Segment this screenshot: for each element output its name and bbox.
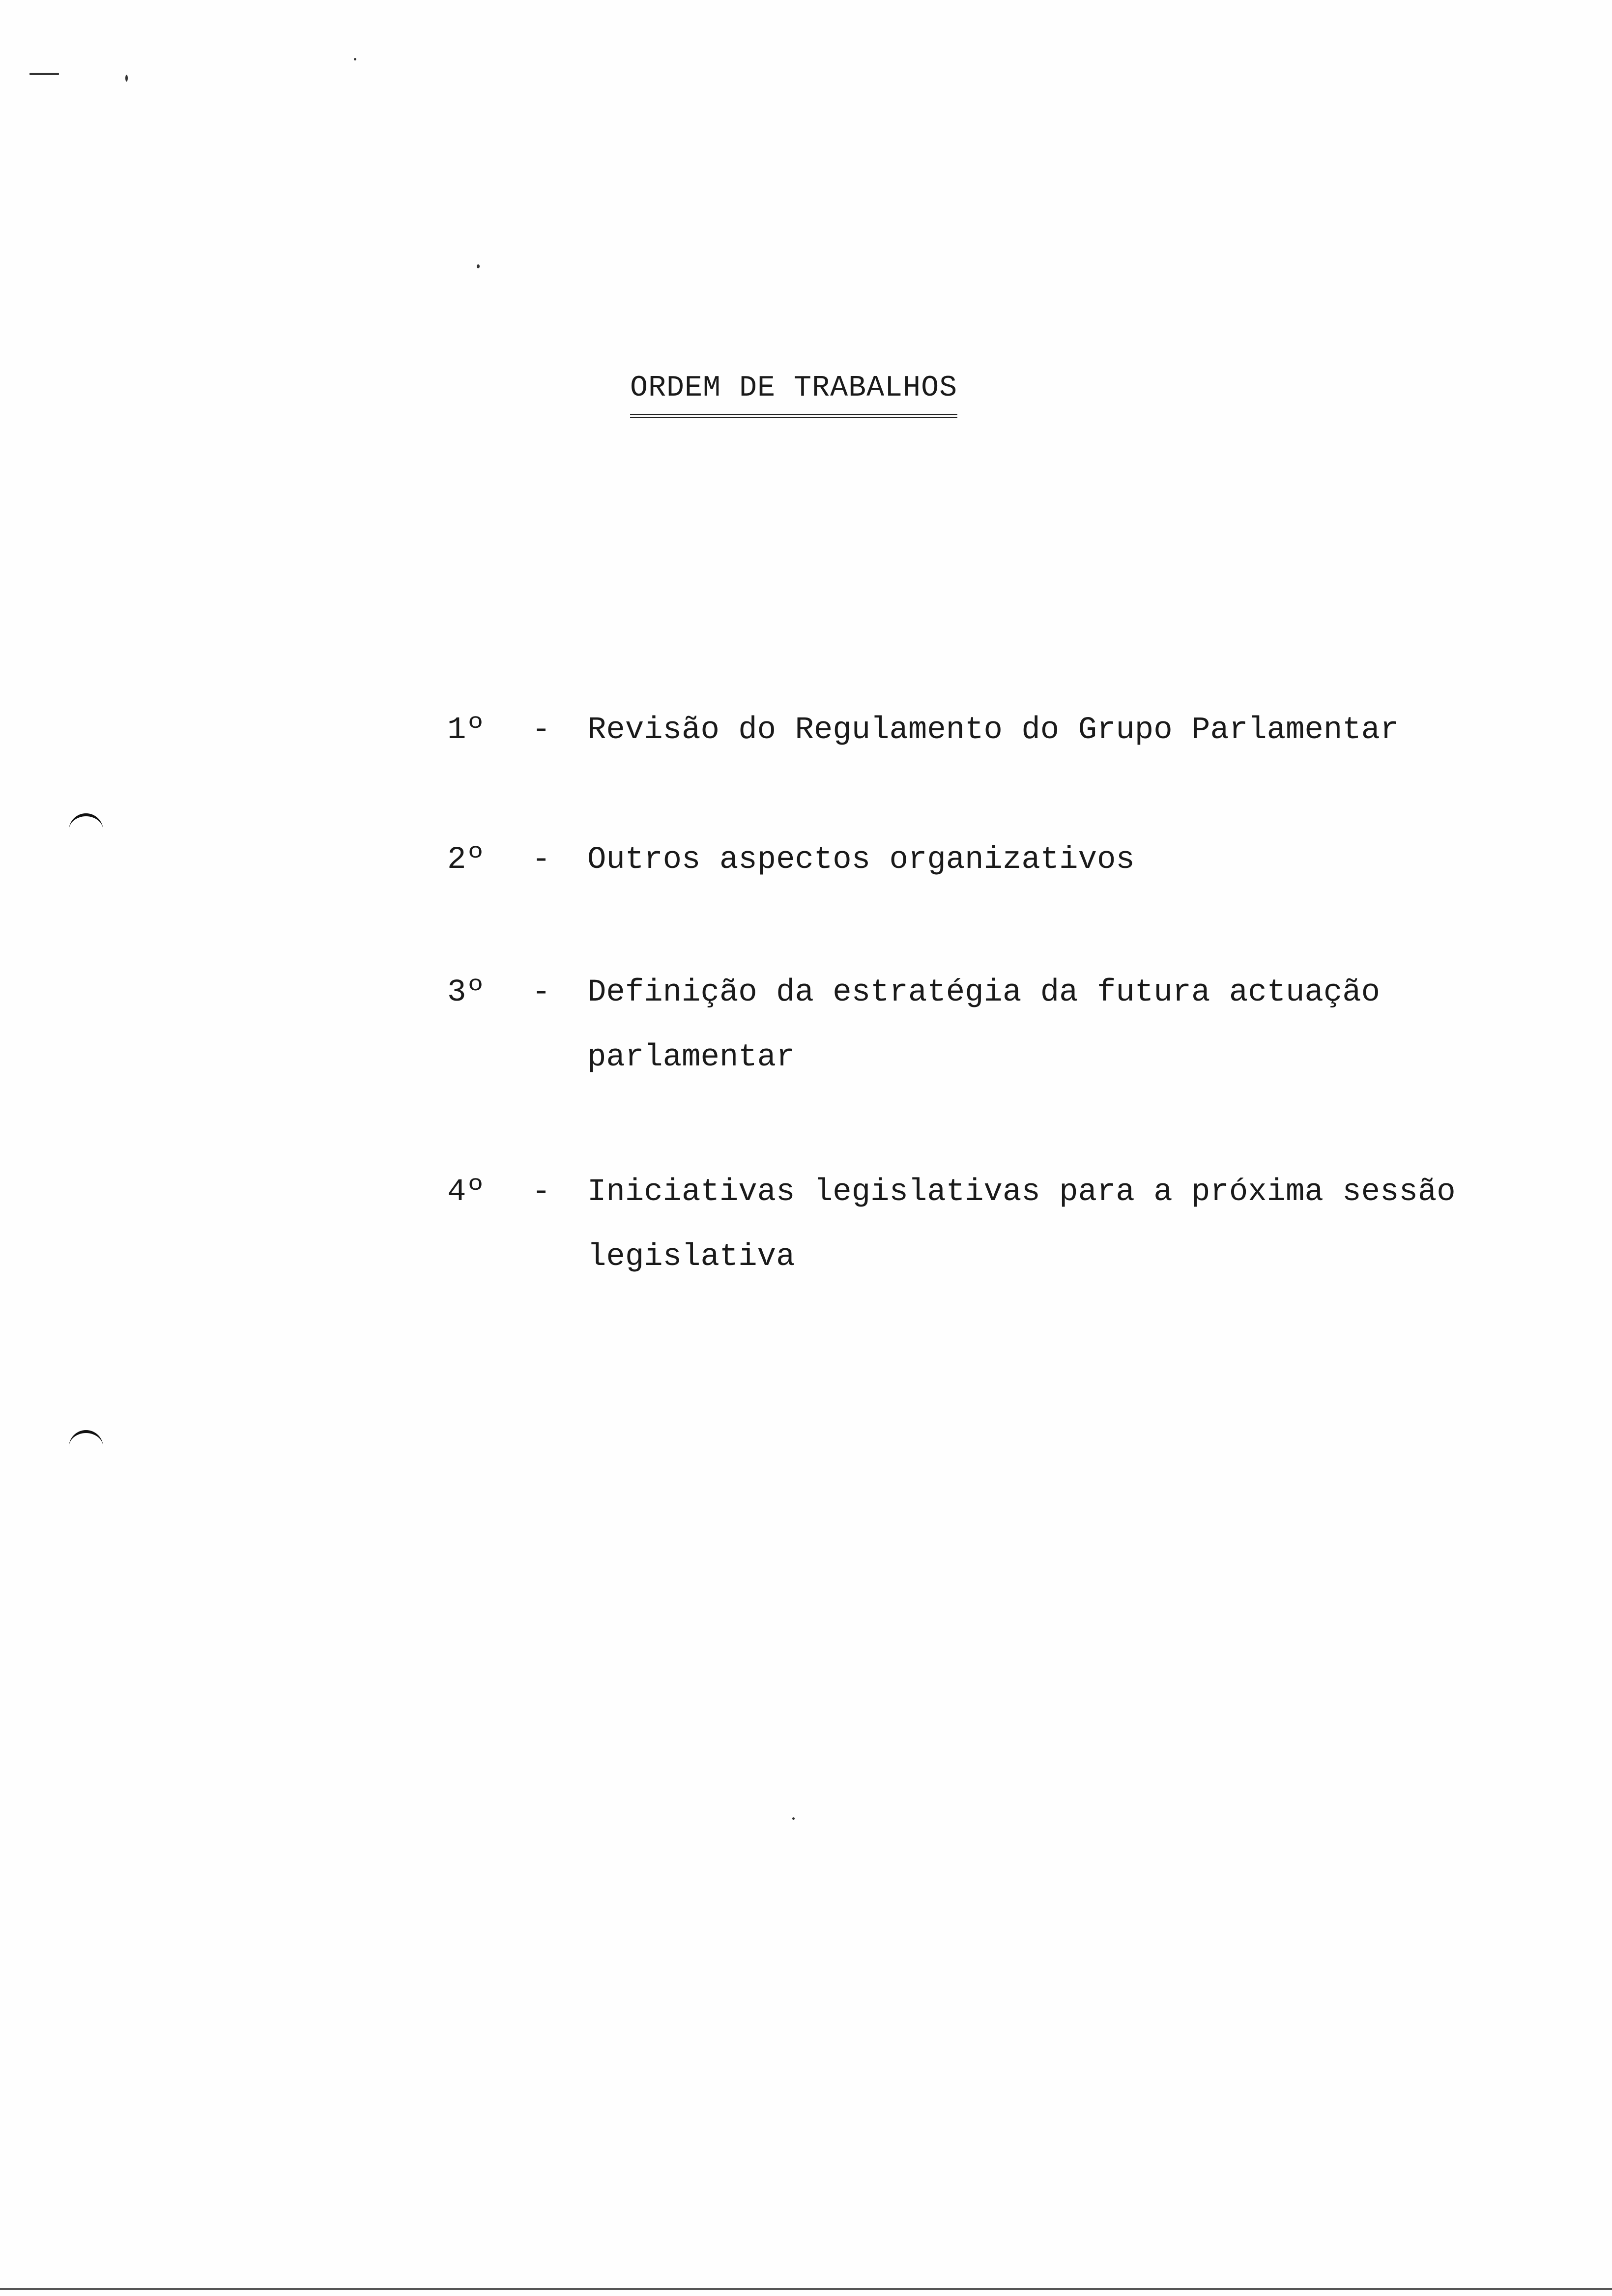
item-separator: -: [532, 713, 551, 748]
item-separator: -: [532, 1175, 551, 1210]
item-separator: -: [532, 842, 551, 878]
item-line: Iniciativas legislativas para a próxima sessão: [587, 1175, 1456, 1210]
scan-speck: [477, 264, 480, 268]
punch-hole-mark: [69, 1430, 103, 1448]
item-text: [587, 698, 1546, 763]
scan-speck: [125, 75, 128, 82]
item-line: parlamentar: [587, 1040, 795, 1075]
item-number: 2º: [447, 842, 485, 878]
item-line: Outros aspectos organizativos: [587, 842, 1135, 878]
punch-hole-mark: [69, 813, 103, 831]
scan-speck: [792, 1817, 795, 1820]
scan-speck: [354, 58, 356, 60]
item-line: legislativa: [587, 1239, 795, 1275]
scan-edge-line: [0, 2288, 1612, 2290]
item-number: 3º: [447, 975, 485, 1010]
item-text: [587, 960, 1546, 1090]
scan-speck: [29, 73, 59, 75]
item-line: Revisão do Regulamento do Grupo Parlamentar: [587, 713, 1399, 748]
page-title: ORDEM DE TRABALHOS: [630, 373, 957, 418]
item-text: [587, 1160, 1546, 1290]
item-text: [587, 828, 1546, 892]
item-number: 4º: [447, 1175, 485, 1210]
item-number: 1º: [447, 713, 485, 748]
item-line: Definição da estratégia da futura actuação: [587, 975, 1381, 1010]
item-separator: -: [532, 975, 551, 1010]
